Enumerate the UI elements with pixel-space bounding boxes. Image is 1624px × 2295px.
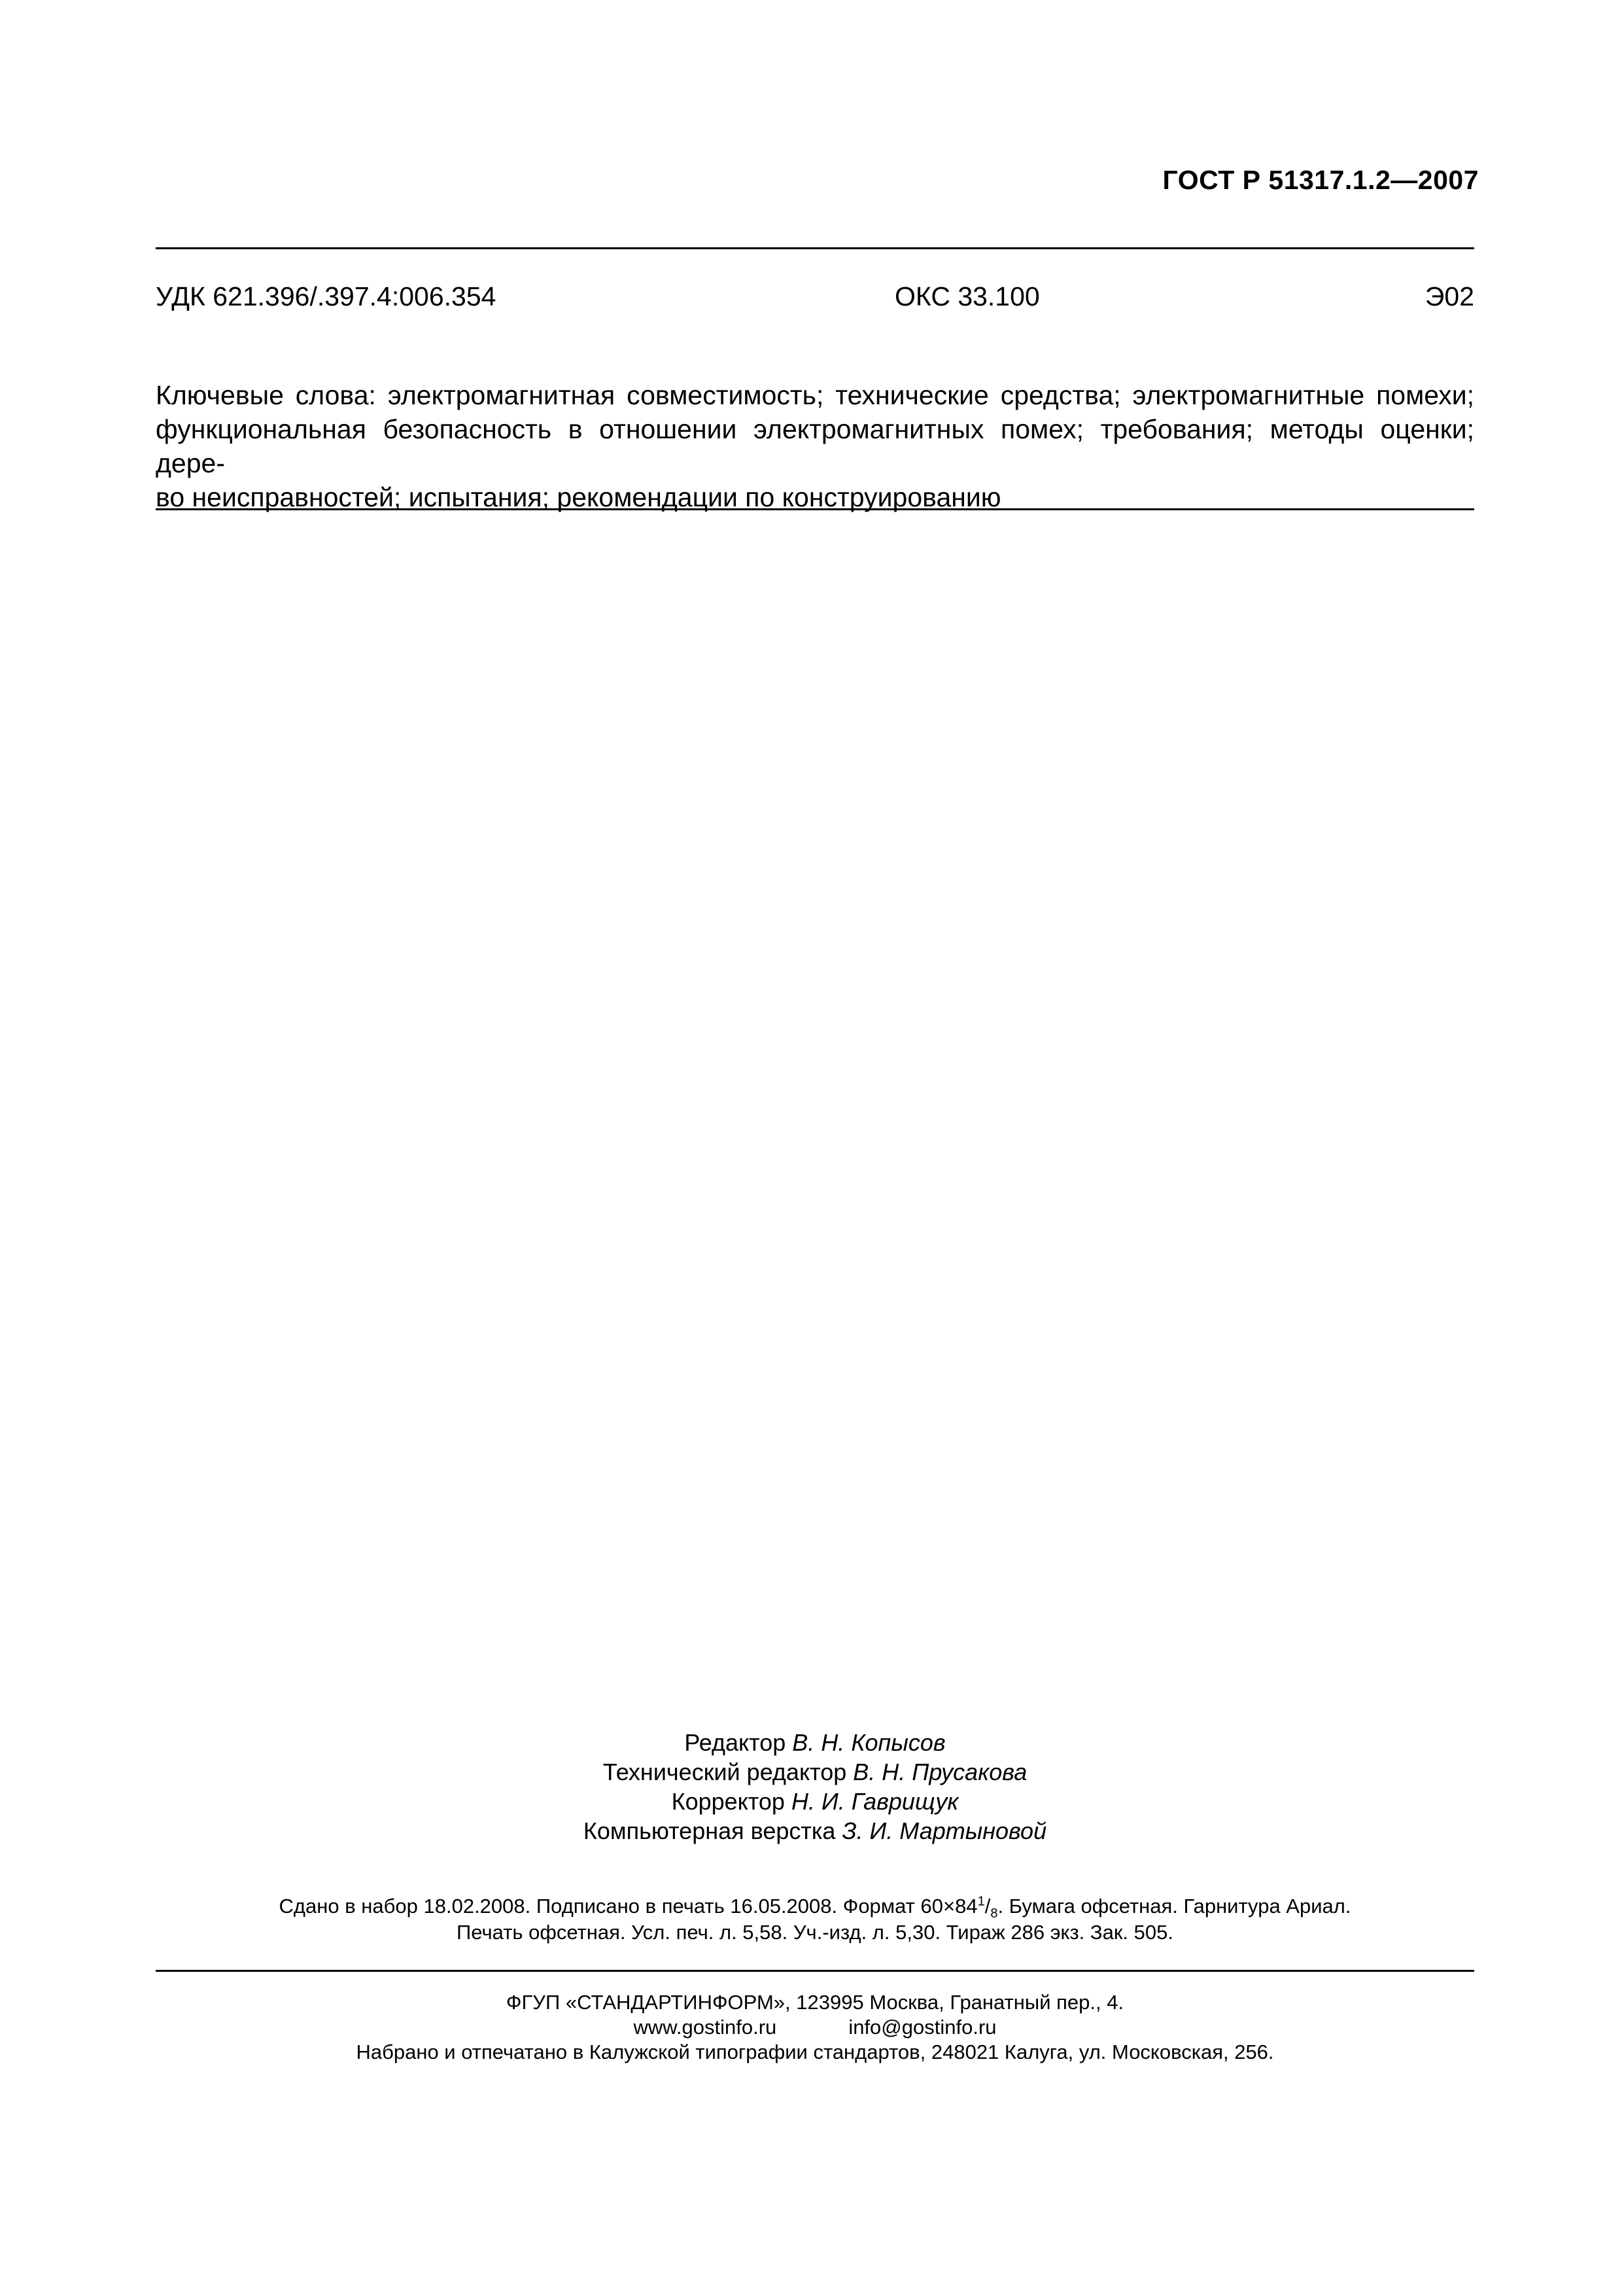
publisher-block [156,1990,1474,2065]
top-divider [156,247,1474,249]
oks-code: ОКС 33.100 [895,281,1040,311]
publisher-contacts [156,2015,1474,2040]
document-code: ГОСТ Р 51317.1.2—2007 [1162,165,1479,195]
credit-name: В. Н. Прусакова [853,1759,1028,1785]
credit-role: Корректор [671,1788,785,1815]
keywords-line: функциональная безопасность в отношении электромагнитных помех; требования; методы оценки; дере- [156,414,1474,478]
credit-role: Редактор [684,1729,786,1756]
publisher-website-link[interactable]: www.gostinfo.ru [633,2016,777,2039]
credit-role: Компьютерная верстка [583,1817,836,1844]
print-info-block [156,1893,1474,1946]
print-info-text: . Бумага офсетная. Гарнитура Ариал. [997,1895,1351,1918]
keywords-divider [156,508,1474,510]
print-info-line2: Печать офсетная. Усл. печ. л. 5,58. Уч.-изд. л. 5,30. Тираж 286 экз. Зак. 505. [456,1921,1173,1944]
classification-row [156,281,1474,318]
credit-name: Н. И. Гаврищук [791,1788,959,1815]
publisher-address: ФГУП «СТАНДАРТИНФОРМ», 123995 Москва, Гранатный пер., 4. [506,1991,1124,2014]
credit-layout [156,1816,1474,1846]
format-fraction-numerator: 1 [977,1894,985,1909]
publisher-divider [156,1970,1474,1972]
format-fraction-denominator: 8 [990,1906,998,1921]
credit-editor [156,1728,1474,1757]
udk-code: УДК 621.396/.397.4:006.354 [156,281,496,311]
keywords-line: Ключевые слова: электромагнитная совместимость; технические средства; электромагнитные помехи; [156,380,1474,410]
credits-block [156,1728,1474,1846]
format-fraction-slash: / [984,1895,991,1918]
keywords-line: во неисправностей; испытания; рекомендации по конструированию [156,482,1001,512]
credit-role: Технический редактор [602,1759,847,1785]
credit-tech-editor [156,1757,1474,1787]
credit-name: З. И. Мартыновой [842,1817,1047,1844]
publisher-email-link[interactable]: info@gostinfo.ru [848,2016,997,2039]
printer-info: Набрано и отпечатано в Калужской типографии стандартов, 248021 Калуга, ул. Московская, 256. [356,2041,1274,2063]
keywords-paragraph [156,378,1474,514]
print-info-text: Сдано в набор 18.02.2008. Подписано в печать 16.05.2008. Формат 60×84 [279,1895,978,1918]
group-code: Э02 [1425,281,1474,311]
credit-name: В. Н. Копысов [792,1729,946,1756]
credit-proofreader [156,1787,1474,1816]
print-info-line1 [156,1893,1474,1919]
